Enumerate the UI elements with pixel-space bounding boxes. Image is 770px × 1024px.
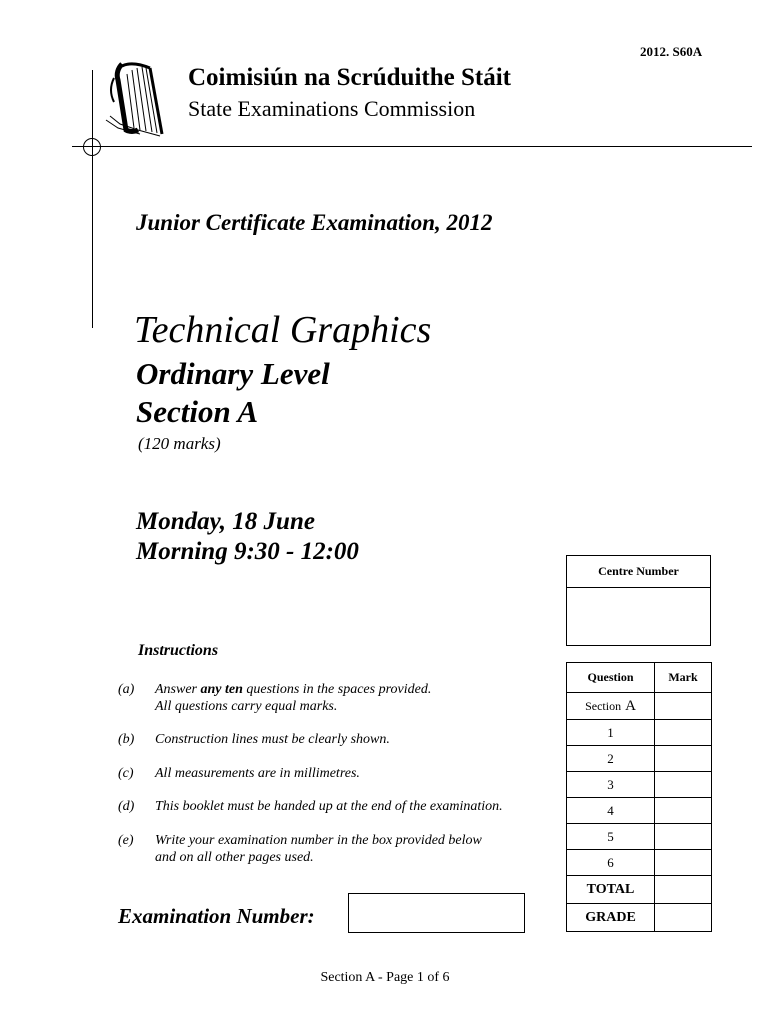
total-label: TOTAL: [567, 876, 655, 904]
exam-title: Junior Certificate Examination, 2012: [136, 210, 493, 235]
instruction-label: (b): [118, 732, 135, 747]
section-title: Section A: [136, 394, 259, 429]
grade-cell[interactable]: [655, 904, 712, 932]
centre-number-box[interactable]: [566, 555, 711, 646]
registration-mark: [83, 138, 101, 156]
mark-cell[interactable]: [655, 746, 712, 772]
mark-cell[interactable]: [655, 693, 712, 720]
marks-table: [566, 662, 712, 932]
mark-cell[interactable]: [655, 824, 712, 850]
mark-column-header: Mark: [655, 663, 712, 693]
mark-cell[interactable]: [655, 772, 712, 798]
mark-cell[interactable]: [655, 850, 712, 876]
mark-cell[interactable]: [655, 798, 712, 824]
instruction-text: Construction lines must be clearly shown.: [155, 732, 390, 747]
centre-number-label: Centre Number: [567, 556, 710, 588]
page-footer: Section A - Page 1 of 6: [320, 970, 450, 985]
paper-code: 2012. S60A: [640, 44, 703, 59]
instruction-label: (d): [118, 799, 135, 814]
header-rule: [72, 146, 752, 147]
question-number: 5: [567, 824, 655, 850]
level-title: Ordinary Level: [136, 356, 330, 391]
instruction-text: All questions carry equal marks.: [155, 699, 338, 714]
question-number: 2: [567, 746, 655, 772]
instruction-emphasis: any ten: [200, 682, 243, 697]
instruction-text: questions in the spaces provided.: [242, 682, 432, 697]
harp-logo: [100, 58, 172, 140]
instruction-label: (e): [118, 833, 134, 848]
section-prefix: Section: [585, 698, 622, 713]
section-letter: A: [625, 697, 636, 714]
question-column-header: Question: [567, 663, 655, 693]
question-number: 4: [567, 798, 655, 824]
marks-note: (120 marks): [138, 434, 221, 453]
commission-title-english: State Examinations Commission: [188, 96, 476, 121]
total-cell[interactable]: [655, 876, 712, 904]
exam-number-box[interactable]: [348, 893, 525, 933]
margin-rule: [92, 70, 93, 328]
commission-title-irish: Coimisiún na Scrúduithe Stáit: [188, 64, 511, 91]
instructions-heading: Instructions: [138, 642, 219, 659]
grade-label: GRADE: [567, 904, 655, 932]
exam-date: Monday, 18 June: [136, 508, 315, 535]
instruction-text: and on all other pages used.: [155, 850, 314, 865]
instruction-label: (a): [118, 682, 135, 697]
instruction-text: Write your examination number in the box provided below: [155, 833, 482, 848]
subject-title: Technical Graphics: [134, 309, 432, 351]
mark-cell[interactable]: [655, 720, 712, 746]
instruction-text: All measurements are in millimetres.: [155, 766, 360, 781]
instruction-text: This booklet must be handed up at the end of the examination.: [155, 799, 503, 814]
section-cell: [567, 693, 655, 720]
instruction-text: Answer: [155, 682, 201, 697]
question-number: 3: [567, 772, 655, 798]
exam-time: Morning 9:30 - 12:00: [136, 538, 359, 565]
question-number: 1: [567, 720, 655, 746]
instruction-label: (c): [118, 766, 134, 781]
exam-number-label: Examination Number:: [118, 904, 315, 928]
question-number: 6: [567, 850, 655, 876]
